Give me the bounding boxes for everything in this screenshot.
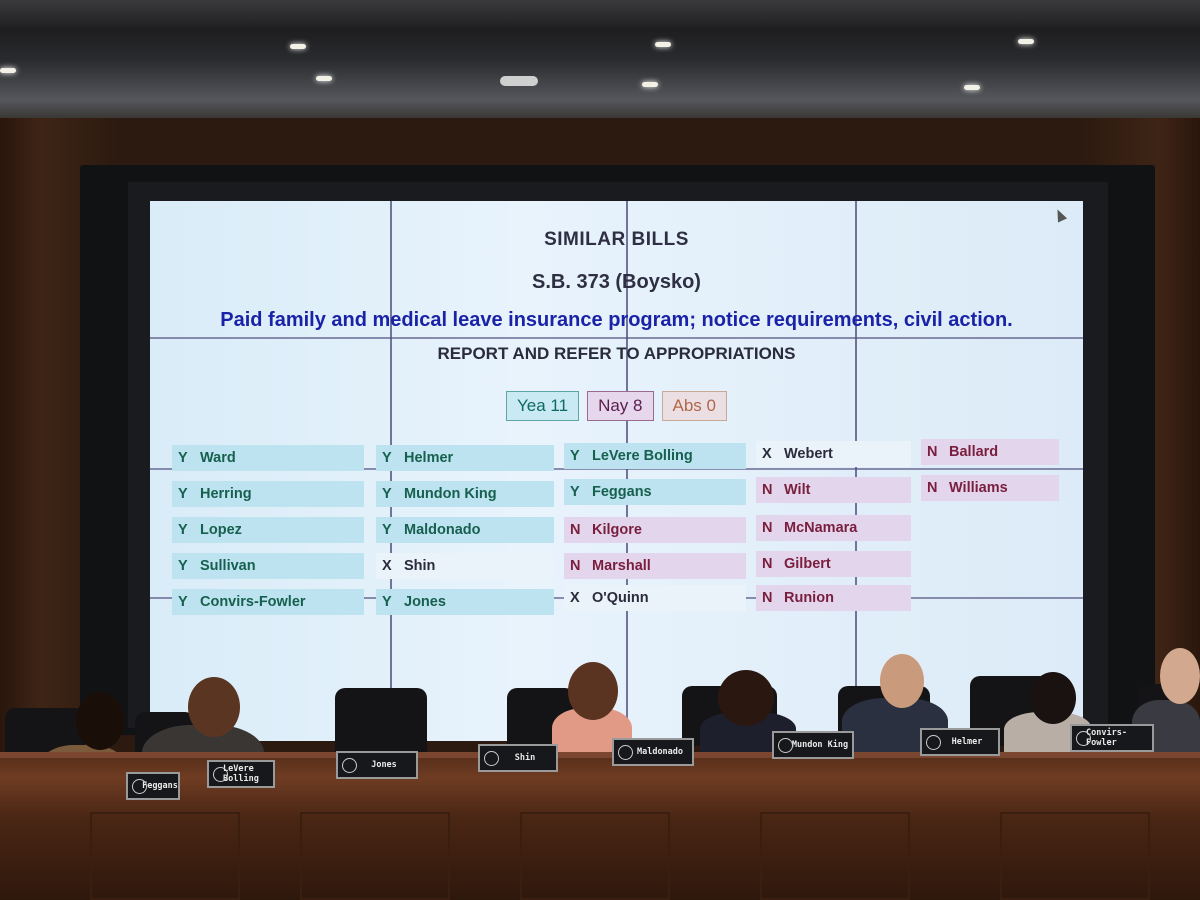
vote-entry bbox=[172, 481, 364, 507]
vote-code: N bbox=[762, 556, 773, 572]
person-head bbox=[880, 654, 924, 708]
ceiling-light bbox=[642, 82, 658, 87]
ceiling-light bbox=[964, 85, 980, 90]
panel-seam bbox=[150, 337, 1083, 339]
abs-count: Abs 0 bbox=[662, 391, 727, 421]
member-name: Maldonado bbox=[404, 522, 481, 538]
vote-entry bbox=[921, 475, 1059, 501]
vote-code: N bbox=[762, 520, 773, 536]
member-name: Kilgore bbox=[592, 522, 642, 538]
dais-panel bbox=[300, 812, 450, 900]
nameplate-maldonado bbox=[612, 738, 694, 766]
dais-panel bbox=[520, 812, 670, 900]
vote-code: N bbox=[762, 482, 773, 498]
member-name: O'Quinn bbox=[592, 590, 649, 606]
person-head bbox=[188, 677, 240, 737]
vote-entry bbox=[756, 585, 911, 611]
vote-entry bbox=[172, 589, 364, 615]
ceiling-light bbox=[316, 76, 332, 81]
member-name: Ballard bbox=[949, 444, 999, 460]
vote-entry bbox=[564, 479, 746, 505]
nameplate-helmer bbox=[920, 728, 1000, 756]
vote-entry bbox=[376, 589, 554, 615]
person-head bbox=[1160, 648, 1200, 704]
vote-entry bbox=[756, 477, 911, 503]
seal-icon bbox=[132, 779, 147, 794]
bill-number: S.B. 373 (Boysko) bbox=[532, 271, 701, 293]
vote-code: Y bbox=[570, 448, 580, 464]
member-name: Mundon King bbox=[404, 486, 497, 502]
nameplate-jones bbox=[336, 751, 418, 779]
member-name: Webert bbox=[784, 446, 833, 462]
nay-count: Nay 8 bbox=[587, 391, 653, 421]
vote-code: Y bbox=[178, 450, 188, 466]
seal-icon bbox=[778, 738, 793, 753]
vote-entry bbox=[172, 553, 364, 579]
vote-code: N bbox=[927, 444, 938, 460]
bill-description: Paid family and medical leave insurance program; notice requirements, civil action. bbox=[220, 309, 1013, 331]
security-camera bbox=[500, 76, 538, 86]
nameplate-label: Helmer bbox=[951, 737, 983, 747]
ceiling bbox=[0, 0, 1200, 118]
dais-panel bbox=[760, 812, 910, 900]
vote-code: Y bbox=[178, 594, 188, 610]
vote-code: Y bbox=[178, 486, 188, 502]
nameplate-label: Shin bbox=[514, 753, 536, 763]
seal-icon bbox=[1076, 731, 1091, 746]
vote-entry bbox=[376, 517, 554, 543]
vote-code: N bbox=[570, 522, 581, 538]
person-head bbox=[568, 662, 618, 720]
nameplate-levere-bolling bbox=[207, 760, 275, 788]
vote-code: Y bbox=[382, 486, 392, 502]
member-name: Feggans bbox=[592, 484, 652, 500]
vote-tally bbox=[150, 391, 1083, 421]
nameplate-mundon-king bbox=[772, 731, 854, 759]
nameplate-label: Maldonado bbox=[636, 747, 684, 757]
vote-entry bbox=[564, 443, 746, 469]
dais-panel bbox=[90, 812, 240, 900]
vote-entry bbox=[756, 441, 911, 467]
nameplate-label: Jones bbox=[371, 760, 397, 770]
member-name: Herring bbox=[200, 486, 252, 502]
member-name: McNamara bbox=[784, 520, 858, 536]
member-name: Gilbert bbox=[784, 556, 831, 572]
nameplate-label: LeVere Bolling bbox=[223, 764, 259, 784]
seal-icon bbox=[342, 758, 357, 773]
nameplate-shin bbox=[478, 744, 558, 772]
vote-code: N bbox=[570, 558, 581, 574]
member-name: LeVere Bolling bbox=[592, 448, 693, 464]
member-name: Convirs-Fowler bbox=[200, 594, 306, 610]
vote-entry bbox=[172, 445, 364, 471]
person-head bbox=[1030, 672, 1076, 724]
person-head bbox=[718, 670, 774, 726]
member-name: Wilt bbox=[784, 482, 811, 498]
ceiling-light bbox=[655, 42, 671, 47]
vote-code: Y bbox=[382, 594, 392, 610]
person-head bbox=[76, 692, 124, 750]
yea-count: Yea 11 bbox=[506, 391, 579, 421]
nameplate-feggans bbox=[126, 772, 180, 800]
committee-action: REPORT AND REFER TO APPROPRIATIONS bbox=[437, 344, 796, 363]
nameplate-label: Feggans bbox=[142, 781, 178, 791]
member-name: Lopez bbox=[200, 522, 242, 538]
vote-entry bbox=[376, 481, 554, 507]
ceiling-light bbox=[1018, 39, 1034, 44]
vote-code: X bbox=[570, 590, 580, 606]
vote-code: Y bbox=[382, 450, 392, 466]
vote-code: Y bbox=[570, 484, 580, 500]
vote-code: Y bbox=[382, 522, 392, 538]
vote-entry bbox=[376, 445, 554, 471]
member-name: Marshall bbox=[592, 558, 651, 574]
vote-display-screen bbox=[150, 201, 1083, 741]
seal-icon bbox=[926, 735, 941, 750]
vote-entry bbox=[564, 517, 746, 543]
vote-entry bbox=[564, 553, 746, 579]
member-name: Sullivan bbox=[200, 558, 256, 574]
nameplate-convirs-fowler bbox=[1070, 724, 1154, 752]
vote-entry bbox=[172, 517, 364, 543]
vote-code: N bbox=[927, 480, 938, 496]
mouse-pointer-icon bbox=[1053, 207, 1067, 222]
nameplate-label: Mundon King bbox=[791, 740, 849, 750]
member-name: Runion bbox=[784, 590, 834, 606]
seal-icon bbox=[484, 751, 499, 766]
member-name: Williams bbox=[949, 480, 1008, 496]
member-name: Shin bbox=[404, 558, 436, 574]
vote-code: Y bbox=[178, 558, 188, 574]
member-name: Ward bbox=[200, 450, 236, 466]
vote-code: N bbox=[762, 590, 773, 606]
vote-entry bbox=[921, 439, 1059, 465]
vote-entry bbox=[376, 553, 554, 579]
seal-icon bbox=[618, 745, 633, 760]
nameplate-label: Convirs-Fowler bbox=[1086, 728, 1127, 748]
ceiling-light bbox=[290, 44, 306, 49]
vote-code: Y bbox=[178, 522, 188, 538]
seal-icon bbox=[213, 767, 228, 782]
member-name: Jones bbox=[404, 594, 446, 610]
member-name: Helmer bbox=[404, 450, 454, 466]
vote-code: X bbox=[762, 446, 772, 462]
vote-entry bbox=[564, 585, 746, 611]
vote-code: X bbox=[382, 558, 392, 574]
vote-entry bbox=[756, 551, 911, 577]
dais-panel bbox=[1000, 812, 1150, 900]
vote-entry bbox=[756, 515, 911, 541]
ceiling-light bbox=[0, 68, 16, 73]
screen-title: SIMILAR BILLS bbox=[544, 229, 689, 250]
chair bbox=[335, 688, 427, 758]
